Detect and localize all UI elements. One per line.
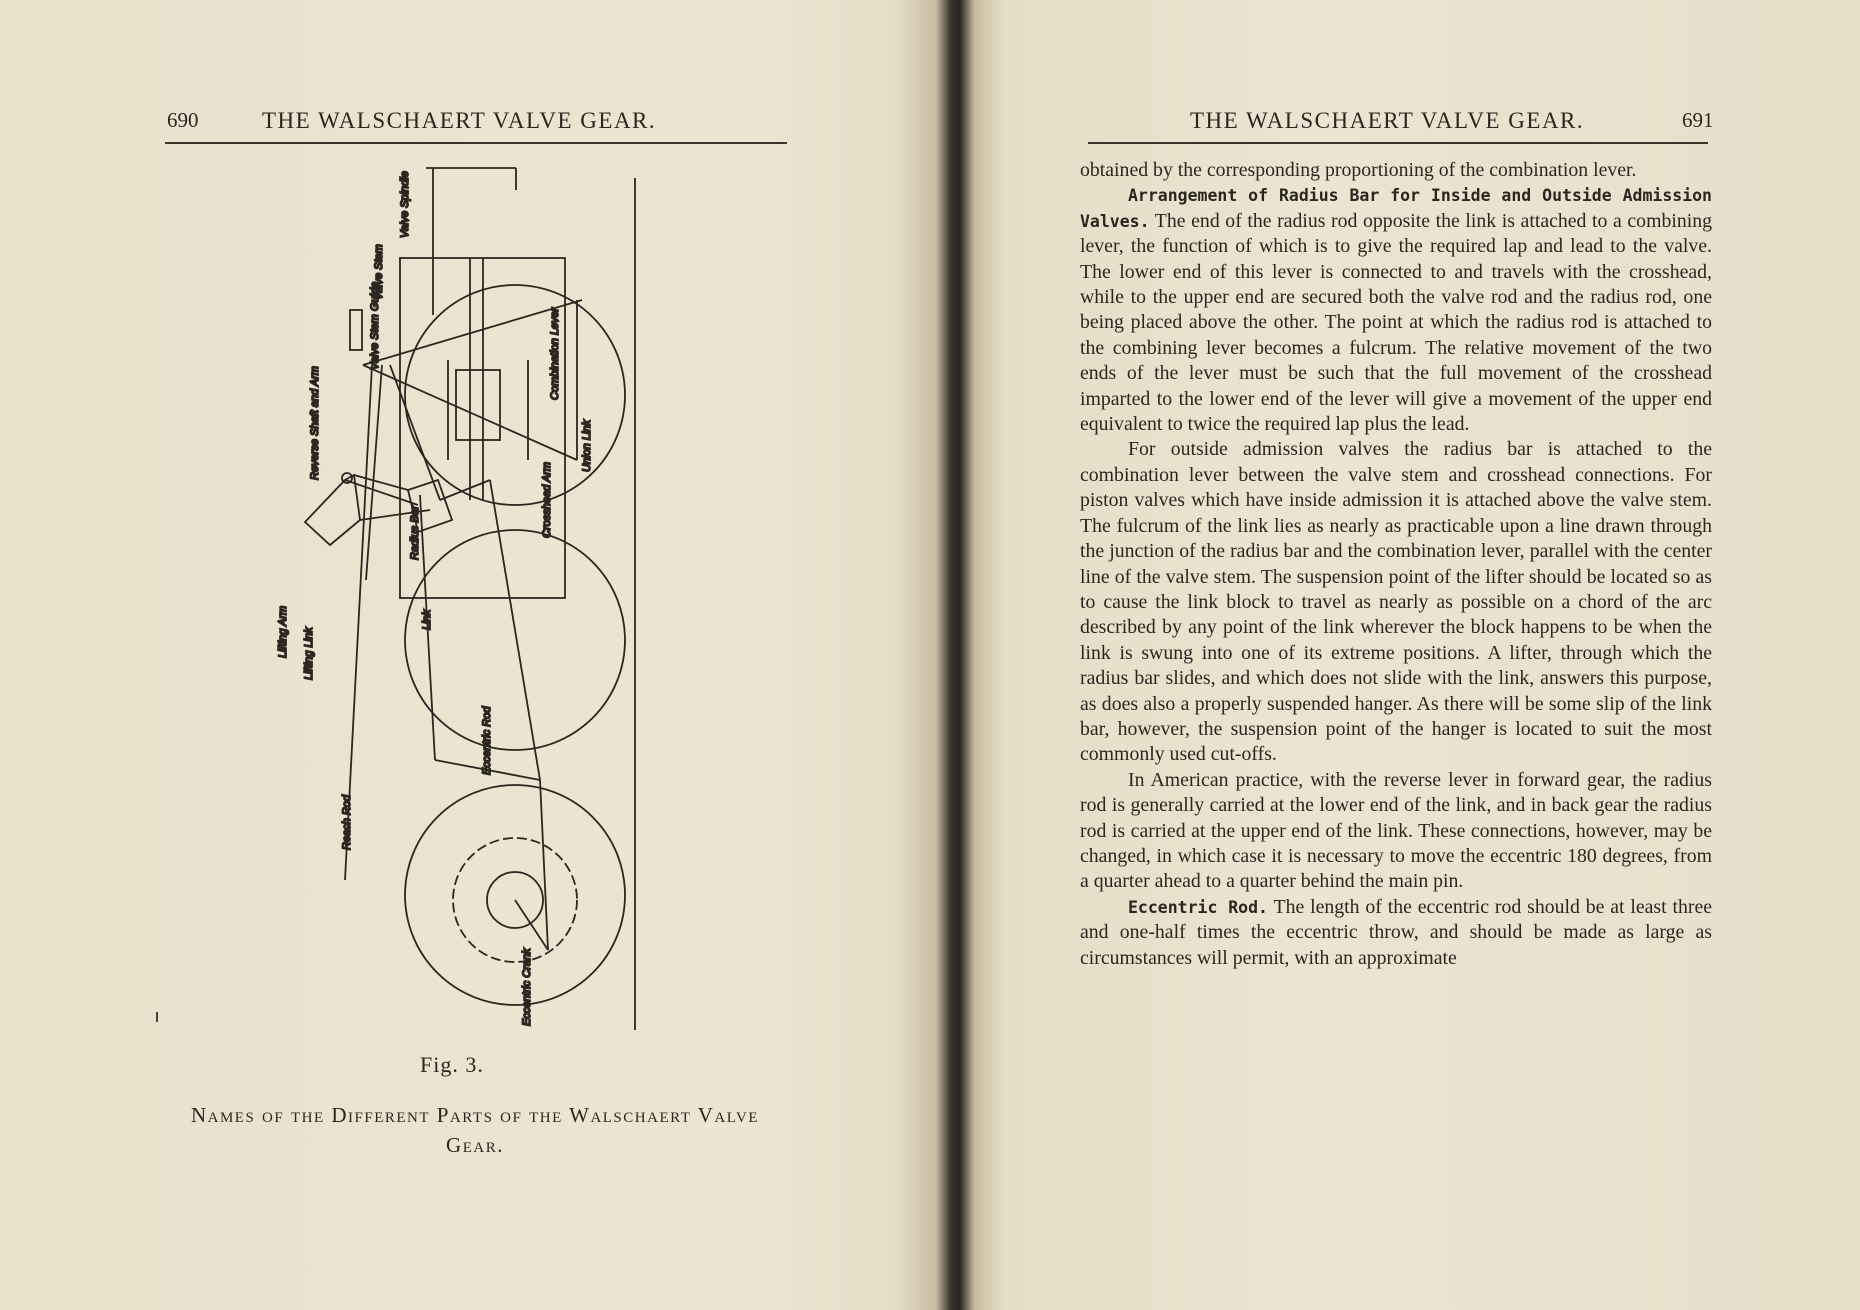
label-eccentric-crank: Eccentric Crank	[521, 948, 533, 1026]
heading-radius-bar: Arrangement of Radius Bar for Inside and Outside Admission Valves.	[1080, 186, 1712, 231]
label-radius-bar: Radius Bar	[409, 505, 421, 560]
figure-label: Fig. 3.	[420, 1052, 484, 1077]
right-page-number: 691	[1682, 108, 1714, 132]
crosshead-block	[456, 370, 500, 440]
eccentric-crank	[515, 900, 548, 950]
label-crosshead-arm: Crosshead Arm	[541, 461, 553, 538]
paragraph-4: In American practice, with the reverse lever in forward gear, the radius rod is generally carried at the lower end of the link, and in back gear the radius rod is carried at the upper end of the link. These connections, however, may be changed, in which case it is necessary to move the eccentric 180 degrees, from a quarter ahead to a quarter behind the main pin.	[1080, 768, 1712, 893]
label-lifting-link: Lifting Link	[303, 627, 315, 680]
label-reach-rod: Reach Rod	[341, 794, 353, 850]
rear-wheel-circle	[405, 785, 625, 1005]
paragraph-5-text: The length of the eccentric rod should be at least three and one-half times the eccentric throw, and should be made as large as circumstances will permit, with an approximate	[1080, 895, 1712, 969]
label-valve-stem-guide: Valve Stem Guide	[369, 281, 381, 370]
label-lifting-arm: Lifting Arm	[277, 605, 289, 658]
paragraph-1: obtained by the corresponding proportioning of the combination lever.	[1080, 159, 1637, 181]
label-union-link: Union Link	[581, 420, 593, 472]
label-combination-lever: Combination Lever	[549, 307, 561, 400]
right-body-text	[1080, 158, 1712, 971]
label-eccentric-rod: Eccentric Rod	[481, 706, 493, 775]
left-page-number: 690	[167, 108, 199, 132]
paragraph-5	[1080, 895, 1712, 971]
page-speck	[156, 1012, 158, 1022]
right-header-rule	[1088, 142, 1708, 144]
label-link: Link	[421, 609, 433, 630]
left-running-head: THE WALSCHAERT VALVE GEAR.	[262, 108, 657, 133]
paragraph-2	[1080, 183, 1712, 437]
valve-gear-diagram	[277, 160, 690, 1040]
label-valve-stem: Valve Stem	[373, 244, 385, 300]
paragraph-3: For outside admission valves the radius bar is attached to the combination lever between the valve stem and crosshead connections. For piston valves which have inside admission it is attached above the valve stem. The fulcrum of the link lies as nearly as practicable upon a line drawn through the junction of the radius bar and the combination lever, parallel with the center line of the valve stem. The suspension point of the lifter should be located so as to cause the link block to travel as nearly as possible on a chord of the arc described by any point of the link wherever the block happens to be when the link is swung into one of its extreme positions. A lifter, through which the radius bar slides, and which does not slide with the link, answers this purpose, as does also a properly suspended hanger. As there will be some slip of the link bar, however, the suspension point of the hanger is located to suit the most commonly used cut-offs.	[1080, 438, 1712, 766]
label-valve-spindle: Valve Spindle	[399, 171, 411, 238]
heading-eccentric-rod: Eccentric Rod.	[1128, 897, 1268, 917]
label-reverse-shaft: Reverse Shaft and Arm	[309, 366, 321, 480]
lifting-arm-shape	[305, 475, 360, 545]
figure-caption: Names of the Different Parts of the Walschaert Valve Gear.	[190, 1103, 760, 1157]
middle-wheel-circle	[405, 530, 625, 750]
paragraph-2-text: The end of the radius rod opposite the link is attached to a combining lever, the function of which is to give the required lap and lead to the valve. The lower end of this lever is connected to and travels with the crosshead, while to the upper end are secured both the valve rod and the radius rod, one being placed above the other. The point at which the radius rod is attached to the combining lever becomes a fulcrum. The relative movement of the two ends of the lever must be such that the full movement of the crosshead imparted to the lower end of the lever will give a movement of the upper end equivalent to twice the required lap plus the lead.	[1080, 209, 1713, 436]
eccentric-rod	[490, 480, 540, 780]
left-header-rule	[165, 142, 787, 144]
right-running-head: THE WALSCHAERT VALVE GEAR.	[1190, 108, 1585, 133]
valve-stem-guide-box	[350, 310, 362, 350]
